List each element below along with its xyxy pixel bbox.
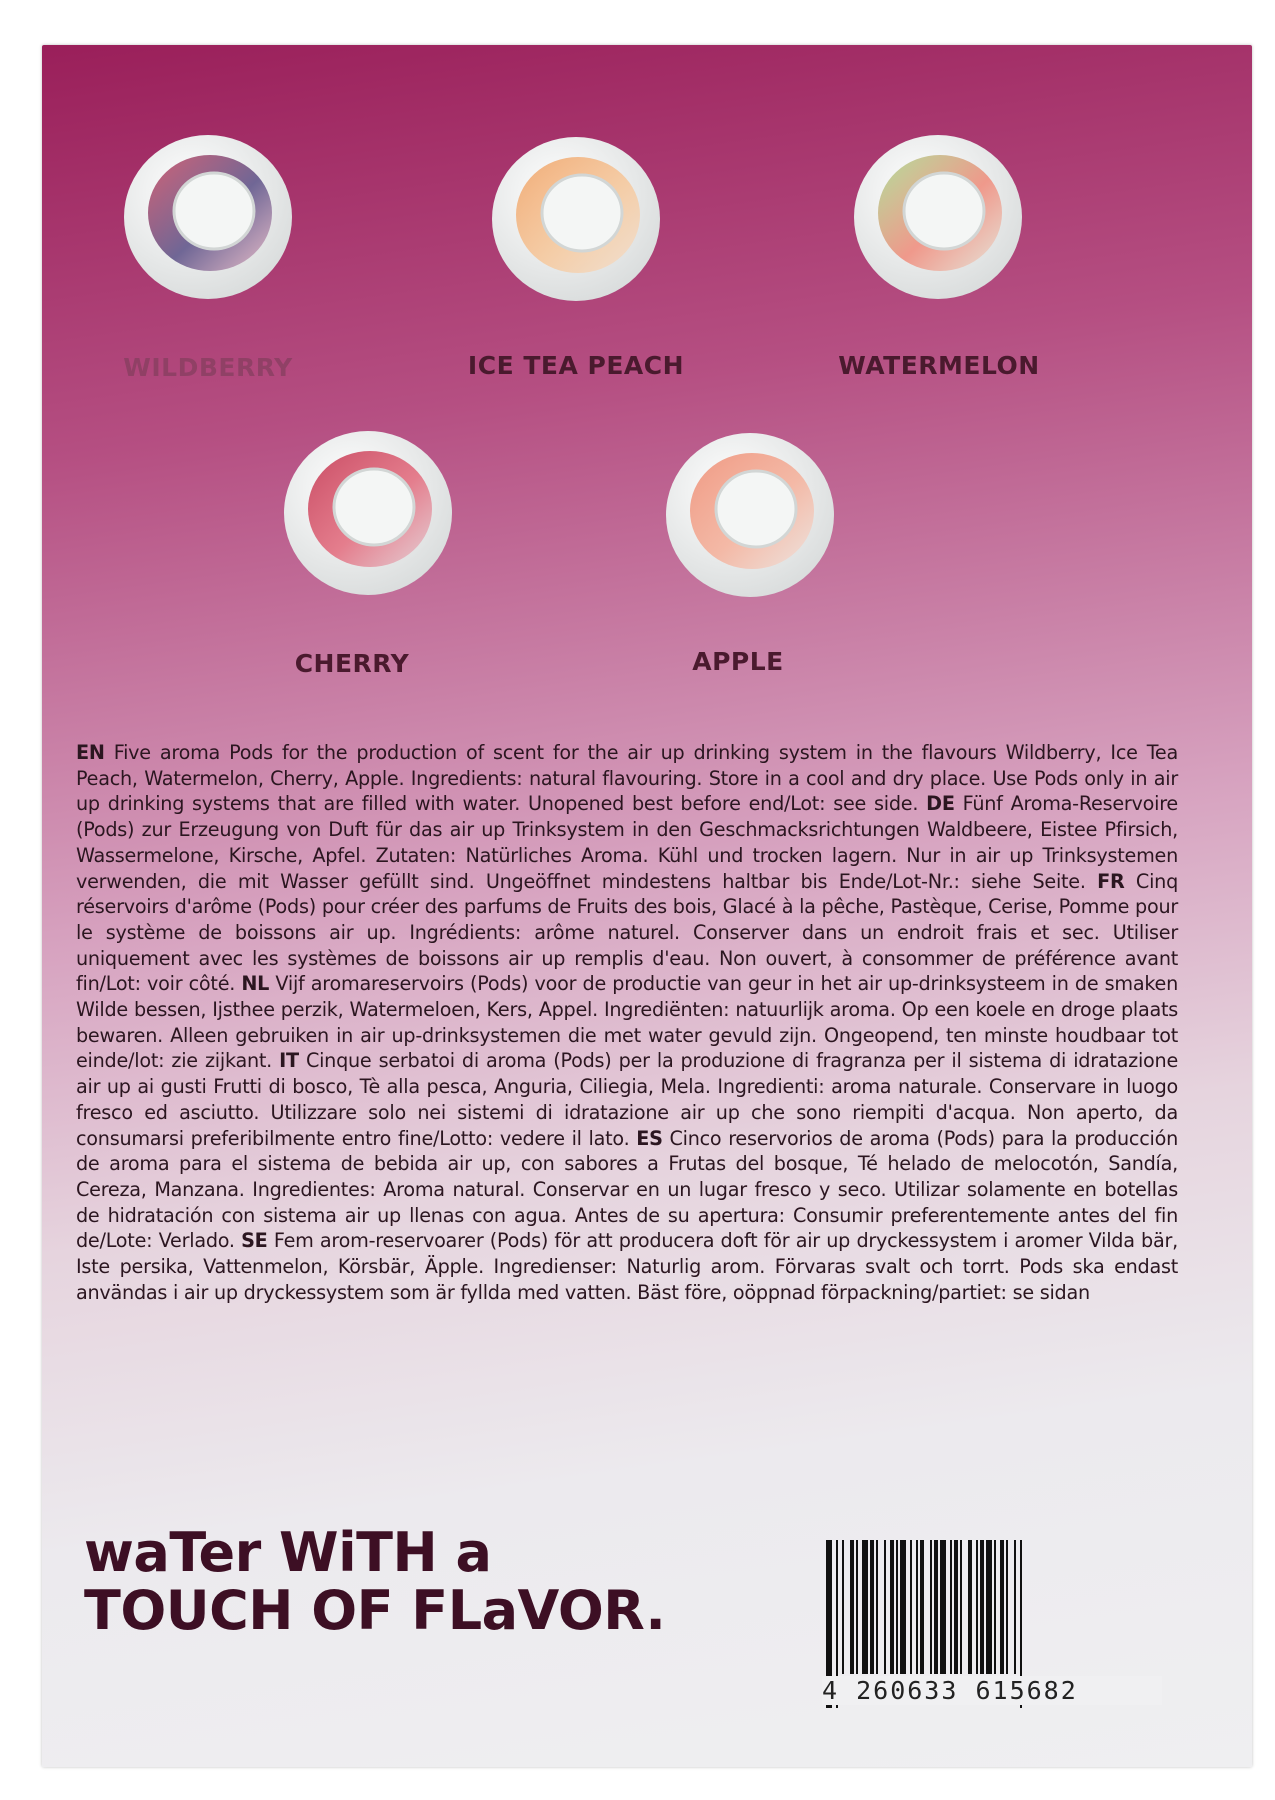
ingredients-fr: Cinq réservoirs d'arôme (Pods) pour créer des parfums de Fruits des bois, Glacé à la pêche, Pastèque, Cerise, Pomme pour le système de boissons air up. Ingrédients: arôme naturel. Conserver dans un endroit frais et sec. Utiliser uniquement avec les systèmes de boissons air up remplis d'eau. Non ouvert, à consommer de préférence avant fin/Lot: voir côté. [76,869,1179,996]
ingredients-de: Fünf Aroma-Reservoire (Pods) zur Erzeugung von Duft für das air up Trinksystem in den Geschmacksrichtungen Waldbeere, Eistee Pfirsich, Wassermelone, Kirsche, Apfel. Zutaten: Natürliches Aroma. Kühl und trocken lagern. Nur in air up Trinksystemen verwenden, die mit Wasser gefüllt sind. Ungeöffnet mindestens haltbar bis Ende/Lot-Nr.: siehe Seite. [76,792,1178,893]
barcode-bar [930,1540,932,1674]
barcode-digits: 4 260633 615682 [822,1676,1162,1705]
flavour-label-wildberry: WILDBERRY [123,353,293,382]
barcode-bar [986,1540,992,1674]
barcode-bar [856,1540,858,1674]
barcode-bar [1014,1540,1016,1674]
barcode-bar [870,1540,874,1674]
pod-ring-hole [334,469,414,545]
barcode-bar [862,1540,868,1674]
barcode-bar [934,1540,938,1674]
pod-ring-hole [174,173,254,249]
pod-cherry-image [278,421,458,601]
barcode-bar [1000,1540,1004,1674]
lang-code-fr: FR [1097,869,1125,893]
barcode-bar [850,1540,854,1674]
barcode-bar [960,1540,962,1674]
barcode-bar [896,1540,898,1674]
barcode-bar [884,1540,886,1674]
barcode-bar [954,1540,958,1674]
lang-code-it: IT [279,1049,299,1073]
barcode-bar [968,1540,972,1674]
pod-ring-hole [904,173,984,249]
ingredients-en: Five aroma Pods for the production of scent for the air up drinking system in the flavours Wildberry, Ice Tea Peach, Watermelon, Cherry, Apple. Ingredients: natural flavouring. Store in a cool and dry place. Use Pods only in air up drinking systems that are filled with water. Unopened best before end/Lot: see side. [76,741,1178,816]
pod-ring-hole [716,471,796,547]
pod-watermelon-image [848,125,1028,305]
lang-code-en: EN [76,741,105,764]
barcode-bar [920,1540,924,1674]
barcode-bar [910,1540,912,1674]
barcode-bar [994,1540,996,1674]
slogan-line-2: TOUCH OF FLaVOR. [84,1579,666,1642]
pod-ring-hole [542,175,622,251]
lang-code-de: DE [926,792,955,816]
barcode-bar [980,1540,984,1674]
lang-code-es: ES [636,1126,663,1150]
ingredients-nl: Vijf aromareservoirs (Pods) voor de productie van geur in het air up-drinksysteem in de smaken Wilde bessen, Ijsthee perzik, Watermeloen, Kers, Appel. Ingrediënten: natuurlijk aroma. Op een koele en droge plaats bewaren. Alleen gebruiken in air up-drinksystemen die met water gevuld zijn. Ongeopend, ten minste houdbaar tot einde/lot: zie zijkant. [76,972,1178,1073]
ingredients-se: Fem arom-reservoarer (Pods) för att producera doft för air up dryckessystem i aromer Vilda bär, Iste persika, Vattenmelon, Körsbär, Äpple. Ingredienser: Naturlig arom. Förvaras svalt och torrt. Pods ska endast användas i air up dryckessystem som är fyllda med vatten. Bäst före, oöppnad förpackning/partiet: se sidan [76,1229,1178,1304]
barcode-bar [890,1540,894,1674]
ingredients-text [76,740,1178,1305]
pod-apple-image [660,423,840,603]
flavour-label-watermelon: WATERMELON [838,351,1040,380]
slogan-line-1: waTer WiTH a [84,1521,492,1584]
ingredients-it: Cinque serbatoi di aroma (Pods) per la produzione di fragranza per il sistema di idratazione air up ai gusti Frutti di bosco, Tè alla pesca, Anguria, Ciliegia, Mela. Ingredienti: aroma naturale. Conservare in luogo fresco ed asciutto. Utilizzare solo nei sistemi di idratazione air up che sono riempiti d'acqua. Non aperto, da consumarsi preferibilmente entro fine/Lotto: vedere il lato. [76,1049,1178,1150]
slogan [84,1521,666,1642]
barcode-bar [950,1540,952,1674]
pod-ice-tea-peach-image [486,127,666,307]
flavour-label-apple: APPLE [692,647,784,676]
pod-wildberry-image [118,125,298,305]
barcode-bar [900,1540,906,1674]
flavour-label-cherry: CHERRY [294,649,410,678]
barcode-bar [876,1540,878,1674]
flavour-label-ice-tea-peach: ICE TEA PEACH [467,351,685,380]
ingredients-es: Cinco reservorios de aroma (Pods) para la producción de aroma para el sistema de bebida air up, con sabores a Frutas del bosque, Té helado de melocotón, Sandía, Cereza, Manzana. Ingredientes: Aroma natural. Conservar en un lugar fresco y seco. Utilizar solamente en botellas de hidratación con sistema air up llenas con agua. Antes de su apertura: Consumir preferentemente antes del fin de/Lote: Verlado. [76,1126,1178,1253]
barcode-bar [1006,1540,1008,1674]
barcode-bar [916,1540,918,1674]
barcode-bar [976,1540,978,1674]
barcode-bar [940,1540,946,1674]
lang-code-nl: NL [241,972,270,996]
lang-code-se: SE [241,1229,268,1253]
barcode-bar [842,1540,844,1674]
